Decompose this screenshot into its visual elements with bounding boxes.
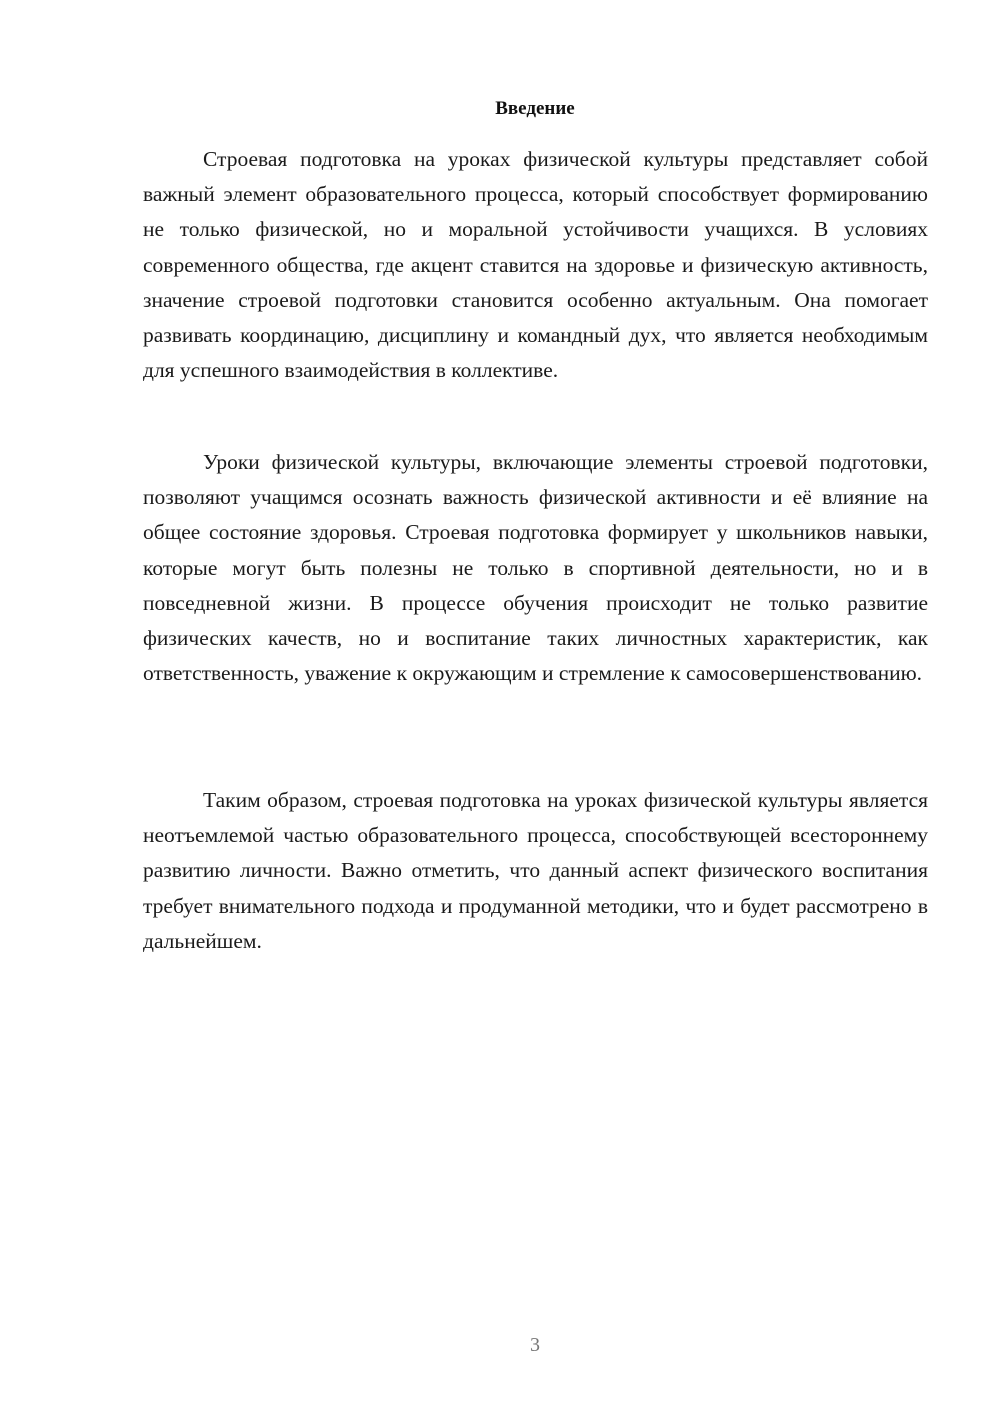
paragraph-3 (143, 783, 928, 959)
page-number: 3 (530, 1334, 540, 1356)
paragraph-2 (143, 445, 928, 691)
paragraph-text: Строевая подготовка на уроках физической культуры представляет собой важный элемент образовательного процесса, который способствует формированию не только физической, но и моральной устойчивости учащихся. В условиях современного общества, где акцент ставится на здоровье и физическую активность, значение строевой подготовки становится особенно актуальным. Она помогает развивать координацию, дисциплину и командный дух, что является необходимым для успешного взаимодействия в коллективе. (143, 147, 928, 383)
paragraph-text: Уроки физической культуры, включающие элементы строевой подготовки, позволяют учащимся осознать важность физической активности и её влияние на общее состояние здоровья. Строевая подготовка формирует у школьников навыки, которые могут быть полезны не только в спортивной деятельности, но и в повседневной жизни. В процессе обучения происходит не только развитие физических качеств, но и воспитание таких личностных характеристик, как ответственность, уважение к окружающим и стремление к самосовершенствованию. (143, 450, 928, 686)
section-title: Введение (495, 98, 575, 119)
paragraph-1 (143, 142, 928, 388)
paragraph-text: Таким образом, строевая подготовка на уроках физической культуры является неотъемлемой частью образовательного процесса, способствующей всестороннему развитию личности. Важно отметить, что данный аспект физического воспитания требует внимательного подхода и продуманной методики, что и будет рассмотрено в дальнейшем. (143, 788, 928, 953)
